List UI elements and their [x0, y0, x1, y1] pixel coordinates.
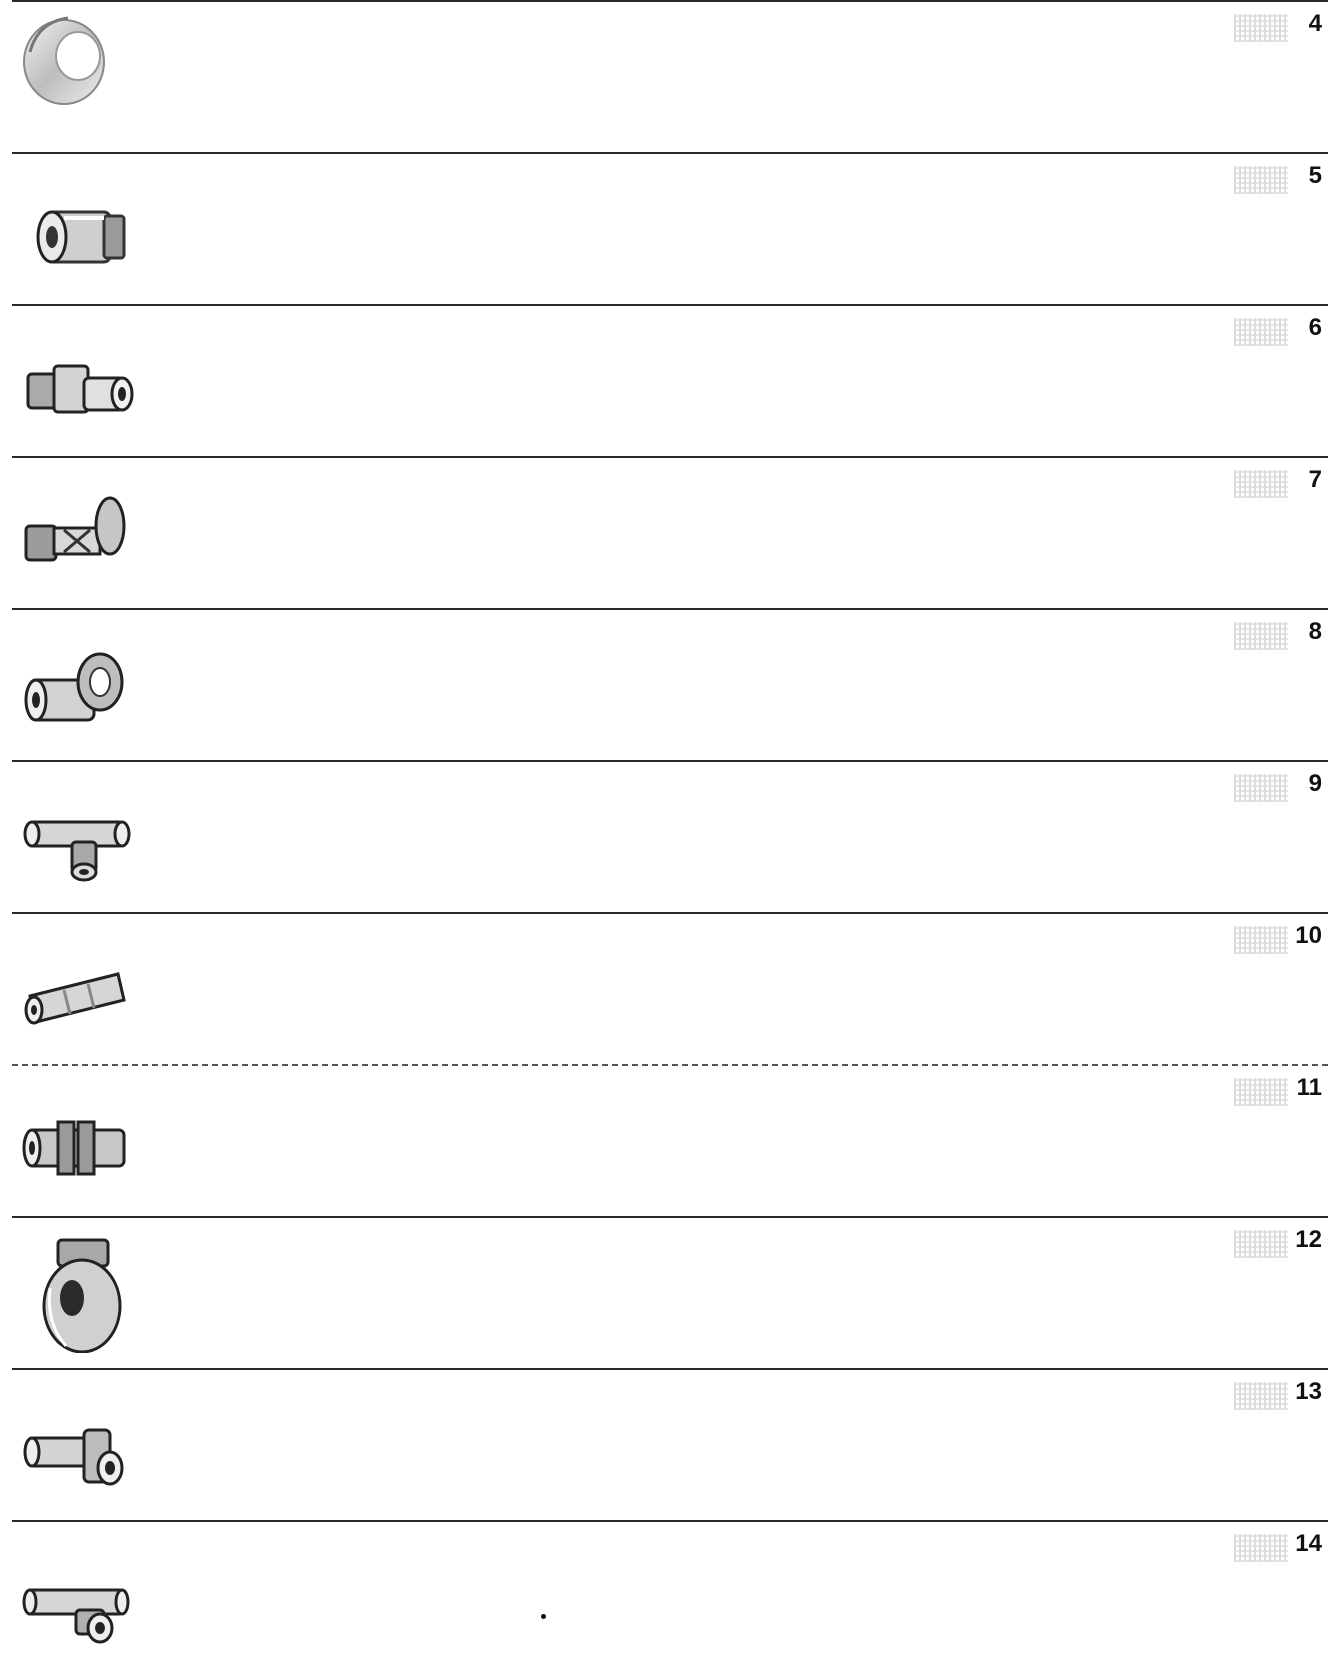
tab-marker: [1234, 1230, 1288, 1258]
catalog-row: [0, 304, 1328, 456]
tab-marker: [1234, 926, 1288, 954]
item-number: 12: [1295, 1226, 1322, 1253]
row-divider: [12, 1520, 1328, 1522]
tab-marker: [1234, 318, 1288, 346]
item-number: 7: [1308, 466, 1322, 493]
tab-marker: [1234, 1382, 1288, 1410]
fitting-cap-image: [18, 12, 138, 137]
bulkhead-union-connector-image: [18, 1076, 138, 1201]
tab-marker: [1234, 470, 1288, 498]
catalog-row: [0, 456, 1328, 608]
row-divider: [12, 456, 1328, 458]
item-number: 9: [1308, 770, 1322, 797]
catalog-row: [0, 1368, 1328, 1520]
row-divider: [12, 152, 1328, 154]
tab-marker: [1234, 1534, 1288, 1562]
item-number: 5: [1308, 162, 1322, 189]
item-number: 13: [1295, 1378, 1322, 1405]
catalog-row: [0, 760, 1328, 912]
tab-marker: [1234, 774, 1288, 802]
row-divider: [12, 760, 1328, 762]
tab-marker: [1234, 622, 1288, 650]
banjo-bolt-connector-image: [18, 468, 138, 593]
row-divider: [12, 1368, 1328, 1370]
tab-marker: [1234, 14, 1288, 42]
item-number: 10: [1295, 922, 1322, 949]
catalog-row: [0, 912, 1328, 1064]
catalog-row: [0, 152, 1328, 304]
banjo-elbow-connector-image: [18, 620, 138, 745]
catalog-row: [0, 1216, 1328, 1368]
straight-male-connector-image: [18, 164, 138, 289]
catalog-row: [0, 1520, 1328, 1672]
row-divider: [12, 608, 1328, 610]
catalog-row: [0, 608, 1328, 760]
catalog-row: [0, 1064, 1328, 1216]
elbow-swivel-connector-image: [18, 316, 138, 441]
item-number: 11: [1296, 1074, 1322, 1101]
bulkhead-nut-connector-image: [18, 1228, 138, 1353]
row-divider: [12, 304, 1328, 306]
tee-branch-male-connector-image: [18, 772, 138, 897]
item-number: 14: [1295, 1530, 1322, 1557]
tab-marker: [1234, 166, 1288, 194]
row-divider: [12, 912, 1328, 914]
stray-mark: [541, 1614, 546, 1619]
row-divider: [12, 1216, 1328, 1218]
tee-union-connector-image: [18, 1532, 138, 1657]
item-number: 6: [1308, 314, 1322, 341]
tab-marker: [1234, 1078, 1288, 1106]
row-divider: [12, 0, 1328, 2]
row-divider: [12, 1064, 1328, 1066]
elbow-union-connector-image: [18, 1380, 138, 1505]
straight-union-connector-image: [18, 924, 138, 1049]
catalog-row: [0, 0, 1328, 152]
item-number: 4: [1308, 10, 1322, 37]
item-number: 8: [1308, 618, 1322, 645]
